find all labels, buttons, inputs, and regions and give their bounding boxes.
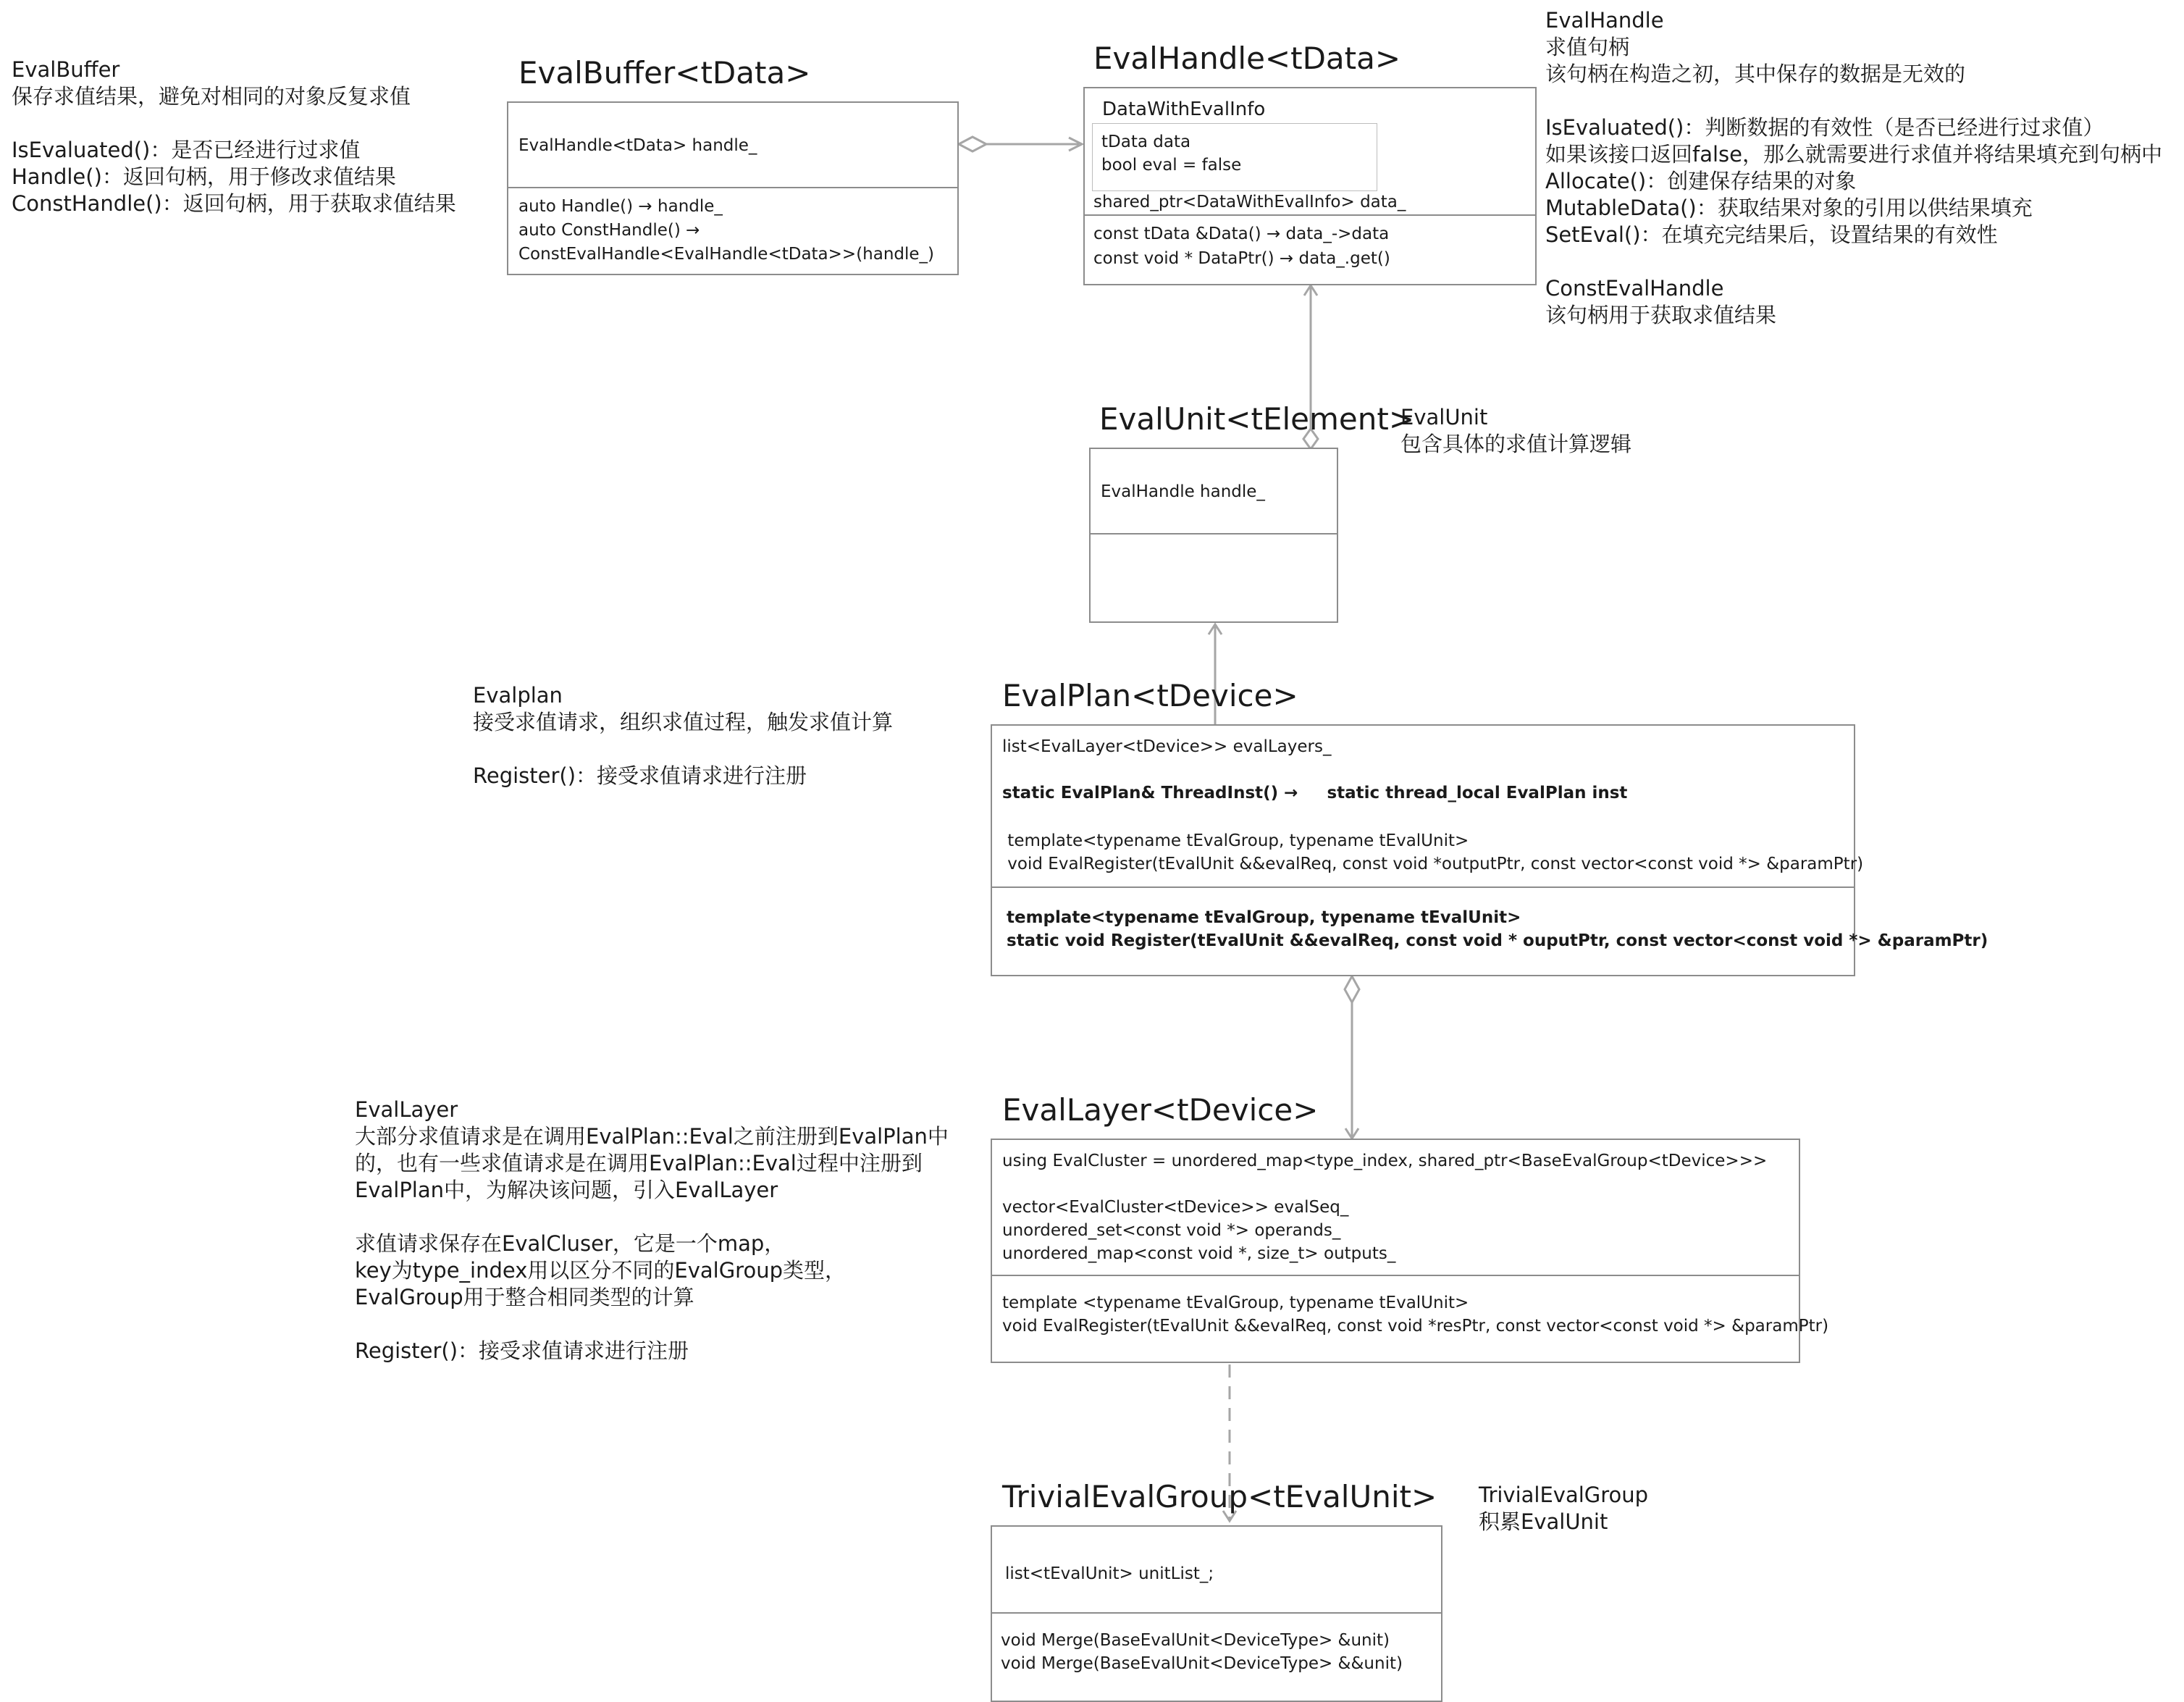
evallayer-class-box — [991, 1139, 1829, 1363]
evallayer-field-2: vector<EvalCluster<tDevice>> evalSeq_ — [1002, 1198, 1349, 1217]
evalhandle-method-2: const void * DataPtr() → data_.get() — [1093, 249, 1390, 268]
evalplan-field-2: static EvalPlan& ThreadInst() → static thread_local EvalPlan inst — [1002, 784, 1628, 802]
evallayer-divider — [992, 1275, 1799, 1276]
buffer-aggregation-diamond — [959, 137, 986, 151]
evallayer-field-4: unordered_map<const void *, size_t> outputs_ — [1002, 1244, 1396, 1263]
evalhandle-class-box — [1083, 87, 1537, 285]
evalunit-title: EvalUnit<tElement> — [1099, 401, 1415, 437]
evalhandle-divider — [1085, 214, 1535, 216]
datawithevalinfo-box — [1092, 123, 1377, 191]
note-evalplan: Evalplan 接受求值请求，组织求值过程，触发求值计算 Register()：接受求值请求进行注册 — [473, 683, 894, 788]
evallayer-field-3: unordered_set<const void *> operands_ — [1002, 1221, 1341, 1240]
evalhandle-title: EvalHandle<tData> — [1093, 41, 1401, 76]
evalunit-field: EvalHandle handle_ — [1101, 482, 1265, 501]
evalplan-field-3: template<typename tEvalGroup, typename tEvalUnit> — [1002, 831, 1469, 850]
note-trivialevalgroup: TrivialEvalGroup 积累EvalUnit — [1479, 1483, 1649, 1534]
evalbuffer-divider — [508, 187, 957, 188]
evalbuffer-method-1: auto Handle() → handle_ — [518, 197, 723, 216]
evalbuffer-class-box — [507, 101, 959, 275]
trivialevalgroup-field: list<tEvalUnit> unitList_; — [1005, 1564, 1214, 1583]
evalplan-field-1: list<EvalLayer<tDevice>> evalLayers_ — [1002, 737, 1332, 756]
trivialevalgroup-class-box — [991, 1525, 1442, 1702]
evalunit-class-box — [1089, 448, 1338, 623]
trivialevalgroup-method-2: void Merge(BaseEvalUnit<DeviceType> &&unit) — [1001, 1654, 1403, 1673]
evalplan-method-2: static void Register(tEvalUnit &&evalReq, const void * ouputPtr, const vector<const void *> &paramPtr) — [1007, 931, 1988, 950]
trivialevalgroup-title: TrivialEvalGroup<tEvalUnit> — [1002, 1479, 1437, 1514]
evalhandle-inner-field-2: bool eval = false — [1101, 156, 1242, 175]
evalhandle-inner-title: DataWithEvalInfo — [1102, 98, 1266, 120]
evalbuffer-method-2: auto ConstHandle() → — [518, 221, 700, 240]
evallayer-method-1: template <typename tEvalGroup, typename tEvalUnit> — [1002, 1294, 1469, 1312]
evalplan-class-box — [991, 724, 1988, 976]
note-evalbuffer: EvalBuffer 保存求值结果，避免对相同的对象反复求值 IsEvaluated()：是否已经进行过求值 Handle()：返回句柄，用于修改求值结果 ConstHandle()：返回句柄，用于获取求值结果 — [12, 57, 456, 216]
evallayer-method-2: void EvalRegister(tEvalUnit &&evalReq, const void *resPtr, const vector<const void *> &paramPtr) — [1002, 1317, 1829, 1336]
evalhandle-method-1: const tData &Data() → data_->data — [1093, 225, 1390, 243]
evalplan-field-4: void EvalRegister(tEvalUnit &&evalReq, const void *outputPtr, const vector<const void *> &paramPtr) — [1002, 855, 1864, 873]
evalplan-title: EvalPlan<tDevice> — [1002, 678, 1298, 713]
evalbuffer-title: EvalBuffer<tData> — [518, 55, 811, 91]
evalbuffer-method-3: ConstEvalHandle<EvalHandle<tData>>(handle_) — [518, 245, 935, 264]
evalhandle-field: shared_ptr<DataWithEvalInfo> data_ — [1093, 193, 1406, 211]
evalbuffer-field: EvalHandle<tData> handle_ — [518, 136, 757, 155]
note-evalunit: EvalUnit 包含具体的求值计算逻辑 — [1400, 405, 1632, 456]
evalhandle-inner-field-1: tData data — [1101, 133, 1191, 151]
plan-aggregation-diamond — [1345, 976, 1359, 1002]
note-evalhandle: EvalHandle 求值句柄 该句柄在构造之初，其中保存的数据是无效的 IsEvaluated()：判断数据的有效性（是否已经进行过求值） 如果该接口返回false，那么就需要进行求值并将结果填充到句柄中 Allocate()：创建保存结果的对象 MutableData()：获取结果对象的引用以供结果填充 SetEval()：在填充完结果后，设置结果的有效性 ConstEvalHandle 该句柄用于获取求值结果 — [1545, 8, 2162, 327]
trivialevalgroup-method-1: void Merge(BaseEvalUnit<DeviceType> &unit) — [1001, 1631, 1390, 1650]
evalplan-divider — [992, 886, 1854, 888]
evallayer-field-1: using EvalCluster = unordered_map<type_index, shared_ptr<BaseEvalGroup<tDevice>>> — [1002, 1152, 1768, 1170]
evalplan-method-1: template<typename tEvalGroup, typename tEvalUnit> — [1007, 908, 1521, 927]
note-evallayer: EvalLayer 大部分求值请求是在调用EvalPlan::Eval之前注册到EvalPlan中 的，也有一些求值请求是在调用EvalPlan::Eval过程中注册到 EvalPlan中，为解决该问题，引入EvalLayer 求值请求保存在EvalCluser，它是一个map， key为type_index用以区分不同的EvalGroup类型， EvalGroup用于整合相同类型的计算 Register()：接受求值请求进行注册 — [355, 1097, 949, 1363]
evallayer-title: EvalLayer<tDevice> — [1002, 1092, 1319, 1128]
trivialevalgroup-divider — [992, 1612, 1441, 1614]
evalunit-divider — [1091, 533, 1337, 535]
